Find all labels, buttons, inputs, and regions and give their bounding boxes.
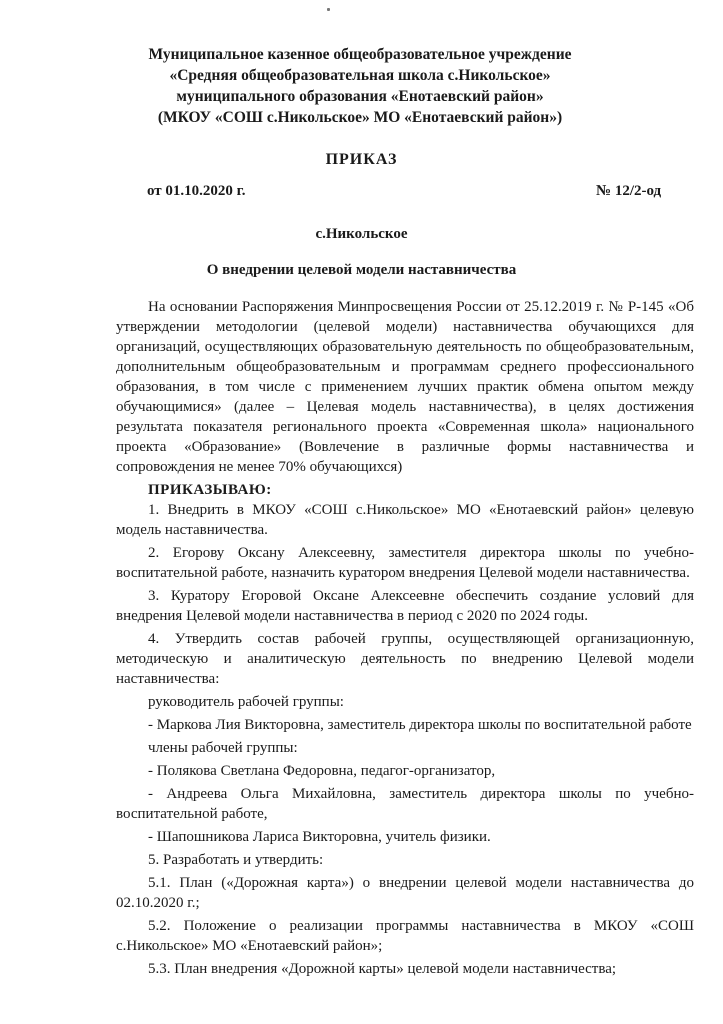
order-item-5-2: 5.2. Положение о реализации программы наставничества в МКОУ «СОШ с.Никольское» МО «Енотаевский район»; [116, 918, 694, 954]
header-line-3: муниципального образования «Енотаевский район» [176, 88, 544, 105]
header-line-4: (МКОУ «СОШ с.Никольское» МО «Енотаевский район») [157, 109, 563, 126]
order-item-5-3: 5.3. План внедрения «Дорожной карты» целевой модели наставничества; [148, 961, 617, 977]
order-item-4: 4. Утвердить состав рабочей группы, осуществляющей организационную, методическую и аналитическую деятельность по внедрению Целевой модели наставничества: [116, 631, 694, 687]
order-word: ПРИКАЗЫВАЮ: [148, 482, 272, 498]
document-subject: О внедрении целевой модели наставничества [206, 262, 517, 278]
group-member: - Андреева Ольга Михайловна, заместитель директора школы по учебно-воспитательной работе, [116, 786, 694, 822]
document-title: ПРИКАЗ [325, 151, 398, 168]
order-item-3: 3. Куратору Егоровой Оксане Алексеевне обеспечить создание условий для внедрения Целевой модели наставничества в период с 2020 по 2024 годы. [116, 588, 694, 624]
group-member: - Полякова Светлана Федоровна, педагог-организатор, [148, 763, 496, 779]
members-label: члены рабочей группы: [148, 740, 298, 756]
scan-speck [327, 8, 330, 11]
group-member: - Шапошникова Лариса Викторовна, учитель физики. [148, 829, 491, 845]
header-line-2: «Средняя общеобразовательная школа с.Никольское» [169, 67, 551, 84]
order-item-1: 1. Внедрить в МКОУ «СОШ с.Никольское» МО «Енотаевский район» целевую модель наставничества. [116, 502, 694, 538]
intro-paragraph: На основании Распоряжения Минпросвещения России от 25.12.2019 г. № Р-145 «Об утверждении методологии (целевой модели) наставничества обучающихся для организаций, осуществляющих образовательную деятельность по общеобразовательным, дополнительным общеобразовательным и программам среднего профессионального образования, в том числе с применением лучших практик обмена опытом между обучающимися» (далее – Целевая модель наставничества), в целях достижения результата показателя регионального проекта «Современная школа» национального проекта «Образование» (Вовлечение в различные формы наставничества и сопровождения не менее 70% обучающихся) [116, 299, 694, 475]
document-date: от 01.10.2020 г. [147, 183, 246, 199]
document-body [116, 297, 694, 982]
order-item-5: 5. Разработать и утвердить: [148, 852, 324, 868]
header-line-1: Муниципальное казенное общеобразовательное учреждение [148, 46, 572, 63]
document-number: № 12/2-од [596, 183, 662, 199]
order-item-5-1: 5.1. План («Дорожная карта») о внедрении целевой модели наставничества до 02.10.2020 г.; [116, 875, 694, 911]
document-place: с.Никольское [315, 226, 408, 242]
group-leader: - Маркова Лия Викторовна, заместитель директора школы по воспитательной работе [148, 717, 692, 733]
institution-header [100, 44, 620, 128]
leader-label: руководитель рабочей группы: [148, 694, 344, 710]
order-item-2: 2. Егорову Оксану Алексеевну, заместителя директора школы по учебно-воспитательной работе, назначить куратором внедрения Целевой модели наставничества. [116, 545, 694, 581]
